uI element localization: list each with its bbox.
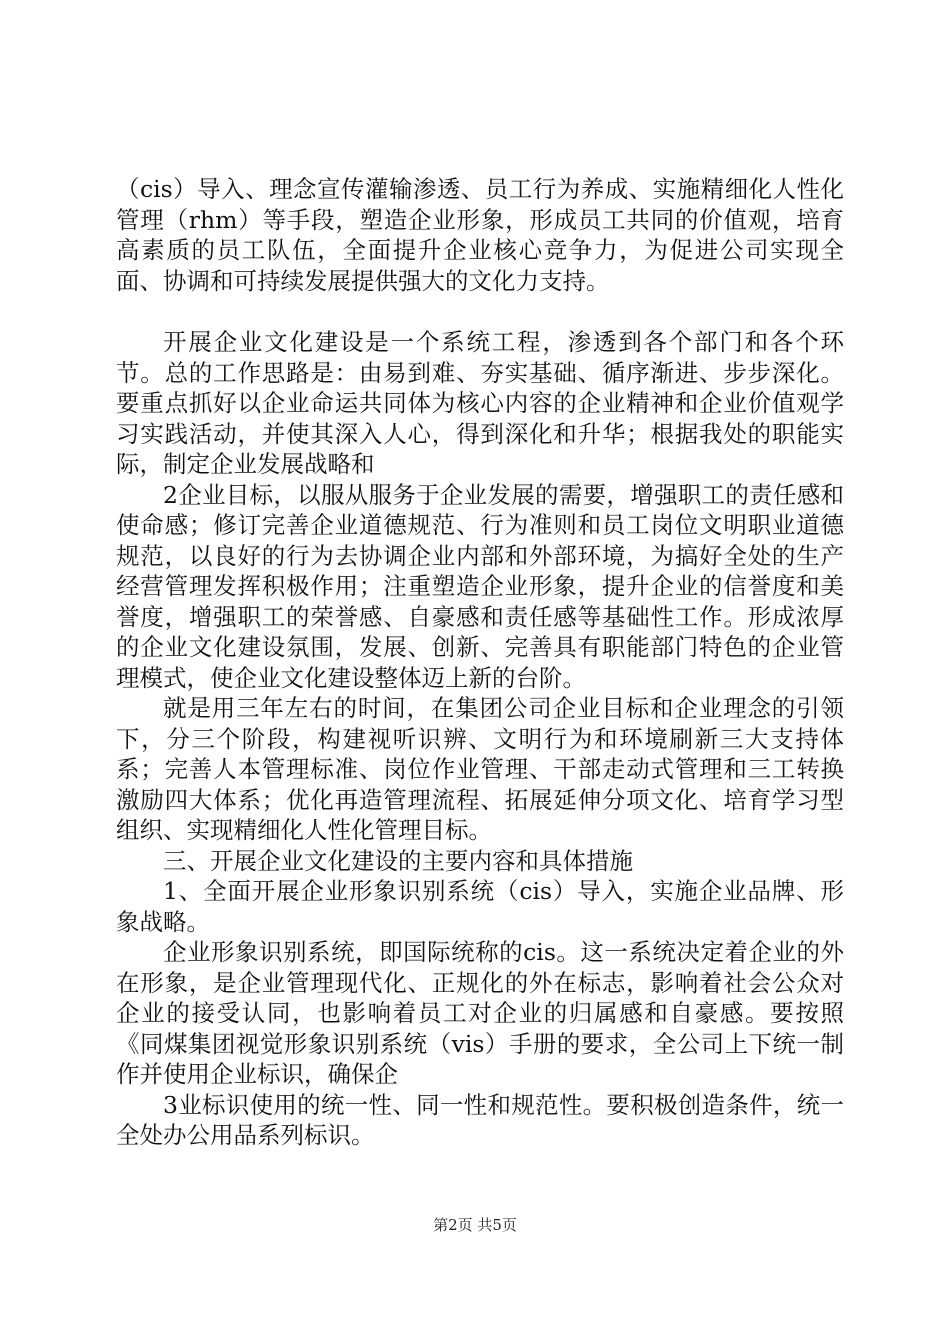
page-footer: 第2页 共5页 bbox=[433, 1216, 517, 1234]
paragraph-work-approach: 开展企业文化建设是一个系统工程，渗透到各个部门和各个环节。总的工作思路是：由易到难、夯实基础、循序渐进、步步深化。要重点抓好以企业命运共同体为核心内容的企业精神和企业价值观学习实践活动，并使其深入人心，得到深化和升华；根据我处的职能实际，制定企业发展战略和 bbox=[116, 328, 844, 478]
paragraph-cis-explanation: 企业形象识别系统，即国际统称的cis。这一系统决定着企业的外在形象，是企业管理现代化、正规化的外在标志，影响着社会公众对企业的接受认同，也影响着员工对企业的归属感和自豪感。要按照《同煤集团视觉形象识别系统（vis）手册的要求，全公司上下统一制作并使用企业标识，确保企 bbox=[116, 938, 844, 1088]
paragraph-logo-usage: 3业标识使用的统一性、同一性和规范性。要积极创造条件，统一全处办公用品系列标识。 bbox=[116, 1090, 844, 1149]
section-heading-main-content: 三、开展企业文化建设的主要内容和具体措施 bbox=[163, 846, 633, 875]
document-body bbox=[116, 174, 844, 1151]
paragraph-three-years: 就是用三年左右的时间，在集团公司企业目标和企业理念的引领下，分三个阶段，构建视听识辨、文明行为和环境刷新三大支持体系；完善人本管理标准、岗位作业管理、干部走动式管理和三工转换激励四大体系；优化再造管理流程、拓展延伸分项文化、培育学习型组织、实现精细化人性化管理目标。 bbox=[116, 694, 844, 844]
paragraph-gap bbox=[116, 296, 844, 327]
paragraph-enterprise-goals: 2企业目标，以服从服务于企业发展的需要，增强职工的责任感和使命感；修订完善企业道德规范、行为准则和员工岗位文明职业道德规范，以良好的行为去协调企业内部和外部环境，为搞好全处的生产经营管理发挥积极作用；注重塑造企业形象，提升企业的信誉度和美誉度，增强职工的荣誉感、自豪感和责任感等基础性工作。形成浓厚的企业文化建设氛围，发展、创新、完善具有职能部门特色的企业管理模式，使企业文化建设整体迈上新的台阶。 bbox=[116, 480, 844, 692]
subheading-cis: 1、全面开展企业形象识别系统（cis）导入，实施企业品牌、形象战略。 bbox=[116, 877, 844, 936]
paragraph-continuation: （cis）导入、理念宣传灌输渗透、员工行为养成、实施精细化人性化管理（rhm）等手段，塑造企业形象，形成员工共同的价值观，培育高素质的员工队伍，全面提升企业核心竞争力，为促进公司实现全面、协调和可持续发展提供强大的文化力支持。 bbox=[116, 175, 844, 295]
